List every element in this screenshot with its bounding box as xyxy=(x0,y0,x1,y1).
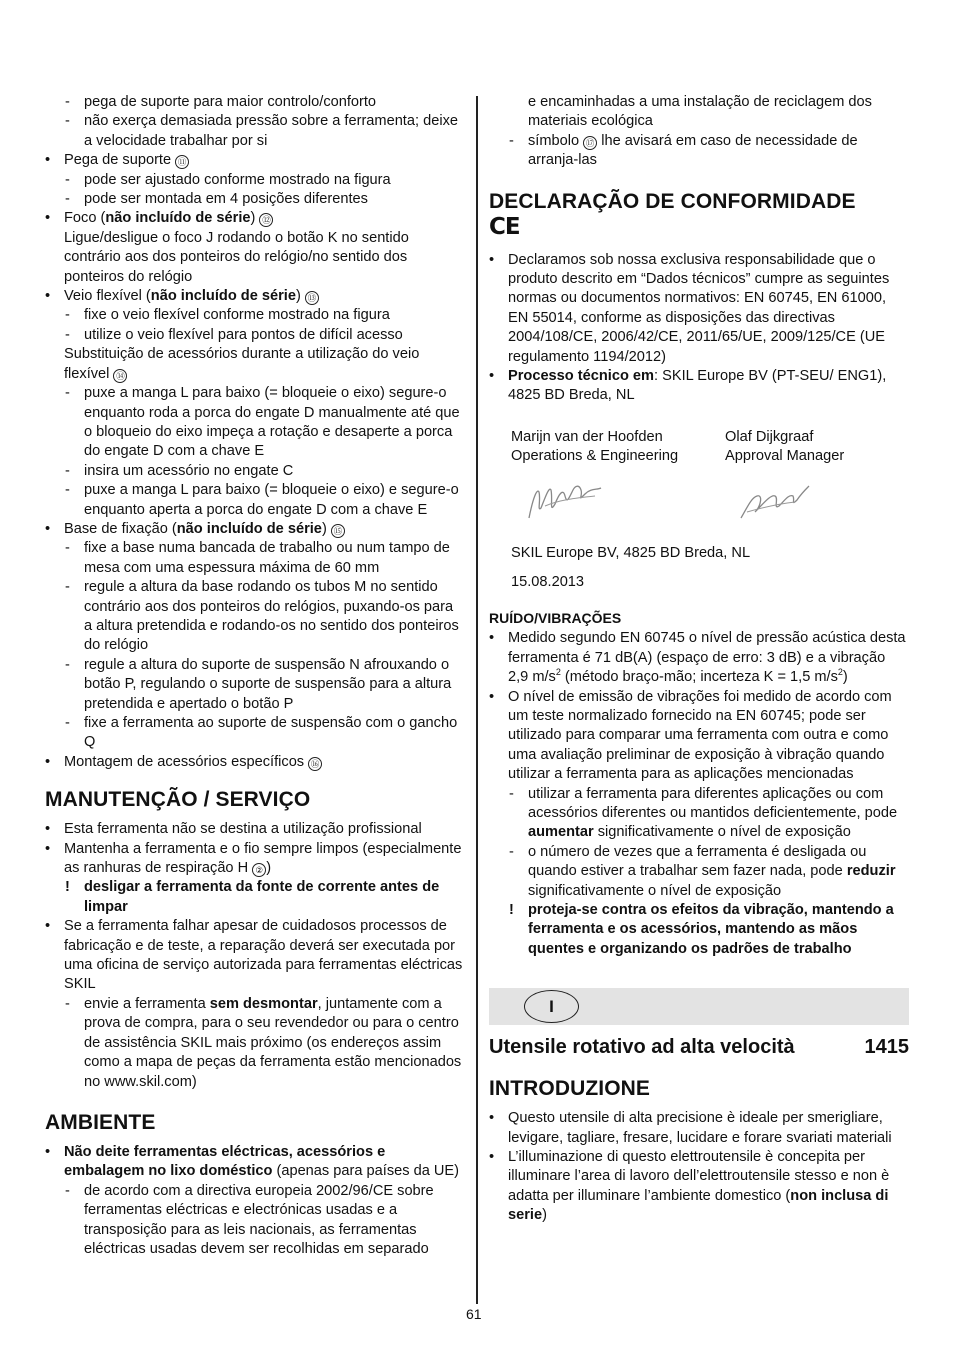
signatory-2-name: Olaf Dijkgraaf xyxy=(725,428,814,445)
list-item: • Base de fixação (não incluído de série) ⑮ xyxy=(45,520,465,539)
section-heading-ambiente: AMBIENTE xyxy=(45,1110,156,1134)
figure-ref: ⑫ xyxy=(259,213,273,227)
list-item: - regule a altura da base rodando os tubos M no sentido contrário aos dos ponteiros do relógios, puxando-os para a altura pretendida e rodando-os no sentido dos ponteiros do relógio xyxy=(65,579,459,654)
section-heading-declaracao: DECLARAÇÃO DE CONFORMIDADE xyxy=(489,189,856,213)
figure-ref: ⑰ xyxy=(583,136,597,150)
list-item: • Processo técnico em: SKIL Europe BV (PT-SEU/ ENG1), 4825 BD Breda, NL xyxy=(489,368,887,404)
list-item: - pode ser montada em 4 posições diferentes xyxy=(65,191,368,208)
list-item: - fixe a base numa bancada de trabalho ou num tampo de mesa com uma espessura máxima de 60 mm xyxy=(65,540,450,576)
list-item: • Foco (não incluído de série) ⑫ Ligue/desligue o foco J rodando o botão K no sentido contrário aos dos ponteiros do relógio/no sentido dos ponteiros do relógio xyxy=(45,210,409,285)
figure-ref: ⑭ xyxy=(113,369,127,383)
list-item: • Pega de suporte ⑪ xyxy=(45,151,465,170)
list-item: - utilizar a ferramenta para diferentes aplicações ou com acessórios diferentes ou mantidos deficientemente, pode aumentar significativamente o nível de exposição xyxy=(509,785,898,841)
list-item: • Se a ferramenta falhar apesar de cuidadosos processos de fabricação e de teste, a reparação deverá ser executada por uma oficina de serviço autorizada para ferramentas eléctricas SKIL xyxy=(45,918,463,993)
signature-1-icon xyxy=(525,478,605,524)
warning-item: ! desligar a ferramenta da fonte de corrente antes de limpar xyxy=(65,879,440,915)
list-item: • Mantenha a ferramenta e o fio sempre limpos (especialmente as ranhuras de respiração H ② ) xyxy=(45,840,462,877)
list-item: • Não deite ferramentas eléctricas, acessórios e embalagem no lixo doméstico (apenas para países da UE) xyxy=(45,1143,460,1180)
paragraph: Substituição de acessórios durante a utilização do veio flexível ⑭ xyxy=(64,346,420,382)
signatory-1-name: Marijn van der Hoofden xyxy=(511,428,663,445)
product-model: 1415 xyxy=(864,1036,909,1059)
list-item: - de acordo com a directiva europeia 2002/96/CE sobre ferramentas eléctricas e electrónicas usadas e a transposição para as leis nacionais, as ferramentas eléctricas usadas devem ser recolhidas em separado xyxy=(65,1182,434,1257)
figure-ref: ⑯ xyxy=(308,757,322,771)
company-address: SKIL Europe BV, 4825 BD Breda, NL xyxy=(511,544,751,561)
list-item: - regule a altura do suporte de suspensão N afrouxando o botão P, regulando o suporte de suspensão para a altura pretendida e apertado o botão P xyxy=(65,656,452,712)
list-item: - fixe o veio flexível conforme mostrado na figura xyxy=(65,307,390,324)
warning-item: ! proteja-se contra os efeitos da vibração, mantendo a ferramenta e os acessórios, mantendo as mãos quentes e organizando os padrões de trabalho xyxy=(509,901,894,957)
section-heading-manutencao: MANUTENÇÃO / SERVIÇO xyxy=(45,788,311,812)
language-bar xyxy=(489,988,909,1025)
section-heading-introduzione: INTRODUZIONE xyxy=(489,1077,651,1101)
list-item: • Medido segundo EN 60745 o nível de pressão acústica desta ferramenta é 71 dB(A) (espaço de erro: 3 dB) e a vibração 2,9 $m/s^2$ (método braço-mão; incerteza K = 1,5 $m/s^2$) xyxy=(489,630,906,686)
language-badge: I xyxy=(524,990,579,1023)
list-item: • Veio flexível (não incluído de série) ⑬ xyxy=(45,287,465,306)
list-item: - puxe a manga L para baixo (= bloqueie o eixo) segure-o enquanto roda a porca do engate D manualmente até que o bloqueio do eixo impeça a rotação e desaperte a porca do engate D com a chave E xyxy=(65,385,460,460)
list-item: • L’illuminazione di questo elettroutensile è concepita per illuminare l’area di lavoro dell’elettroutensile stesso e non è adatta per illuminare l’ambiente domestico (non inclusa di serie) xyxy=(489,1149,890,1224)
list-item: - pega de suporte para maior controlo/conforto xyxy=(65,94,377,110)
list-item: - envie a ferramenta sem desmontar, juntamente com a prova de compra, para o seu revendedor ou para o centro de assistência SKIL mais próximo (os endereços assim como a mapa de peças da ferramenta estão mencionados no www.skil.com) xyxy=(65,995,462,1090)
list-item: - não exerça demasiada pressão sobre a ferramenta; deixe a velocidade trabalhar por si xyxy=(65,113,458,149)
product-name: Utensile rotativo ad alta velocità xyxy=(489,1036,795,1059)
figure-ref: ② xyxy=(252,863,266,877)
figure-ref: ⑮ xyxy=(331,524,345,538)
declaration-date: 15.08.2013 xyxy=(511,573,585,590)
left-column xyxy=(45,93,465,1259)
ce-mark-icon: CE xyxy=(489,213,520,240)
list-item: e encaminhadas a uma instalação de reciclagem dos materiais ecológica xyxy=(528,94,872,130)
list-item: • O nível de emissão de vibrações foi medido de acordo com um teste normalizado fornecido na EN 60745; pode ser utilizado para comparar uma ferramenta com outra e como uma avaliação preliminar de exposição à vibração quando utilizar a ferramenta para as aplicações mencionadas xyxy=(489,688,892,783)
right-column xyxy=(489,93,909,1226)
signatory-1-role: Operations & Engineering xyxy=(511,447,679,464)
column-divider xyxy=(476,96,478,1304)
figure-ref: ⑬ xyxy=(305,291,319,305)
page-number: 61 xyxy=(466,1306,482,1322)
signatory-2-role: Approval Manager xyxy=(725,447,845,464)
list-item: • Questo utensile di alta precisione è ideale per smerigliare, levigare, tagliare, fresare, lucidare e forare svariati materiali xyxy=(489,1110,892,1146)
list-item: - puxe a manga L para baixo (= bloqueie o eixo) e segure-o enquanto aperta a porca do engate D com a chave E xyxy=(65,482,459,518)
list-item: - pode ser ajustado conforme mostrado na figura xyxy=(65,171,391,188)
list-item: - símbolo ⑰ lhe avisará em caso de necessidade de arranja-las xyxy=(509,132,858,169)
signature-2-icon xyxy=(737,482,813,524)
list-item: • Montagem de acessórios específicos ⑯ xyxy=(45,753,465,772)
list-item: - insira um acessório no engate C xyxy=(65,462,294,479)
list-item: • Esta ferramenta não se destina a utilização profissional xyxy=(45,821,422,838)
signature-block xyxy=(489,406,909,621)
list-item: - utilize o veio flexível para pontos de difícil acesso xyxy=(65,326,403,343)
list-item: • Declaramos sob nossa exclusiva responsabilidade que o produto descrito em “Dados técnicos” cumpre as seguintes normas ou documentos normativos: EN 60745, EN 61000, EN 55014, conforme as disposições das directivas 2004/108/CE, 2006/42/CE, 2011/65/UE, 2009/125/CE (UE regulamento 1194/2012) xyxy=(489,251,890,365)
section-heading-ruido: RUÍDO/VIBRAÇÕES xyxy=(489,609,622,626)
product-title xyxy=(489,1038,909,1064)
list-item: - o número de vezes que a ferramenta é desligada ou quando estiver a trabalhar sem fazer nada, pode reduzir significativamente o nível de exposição xyxy=(509,843,896,899)
figure-ref: ⑪ xyxy=(175,155,189,169)
list-item: - fixe a ferramenta ao suporte de suspensão com o gancho Q xyxy=(65,715,458,751)
